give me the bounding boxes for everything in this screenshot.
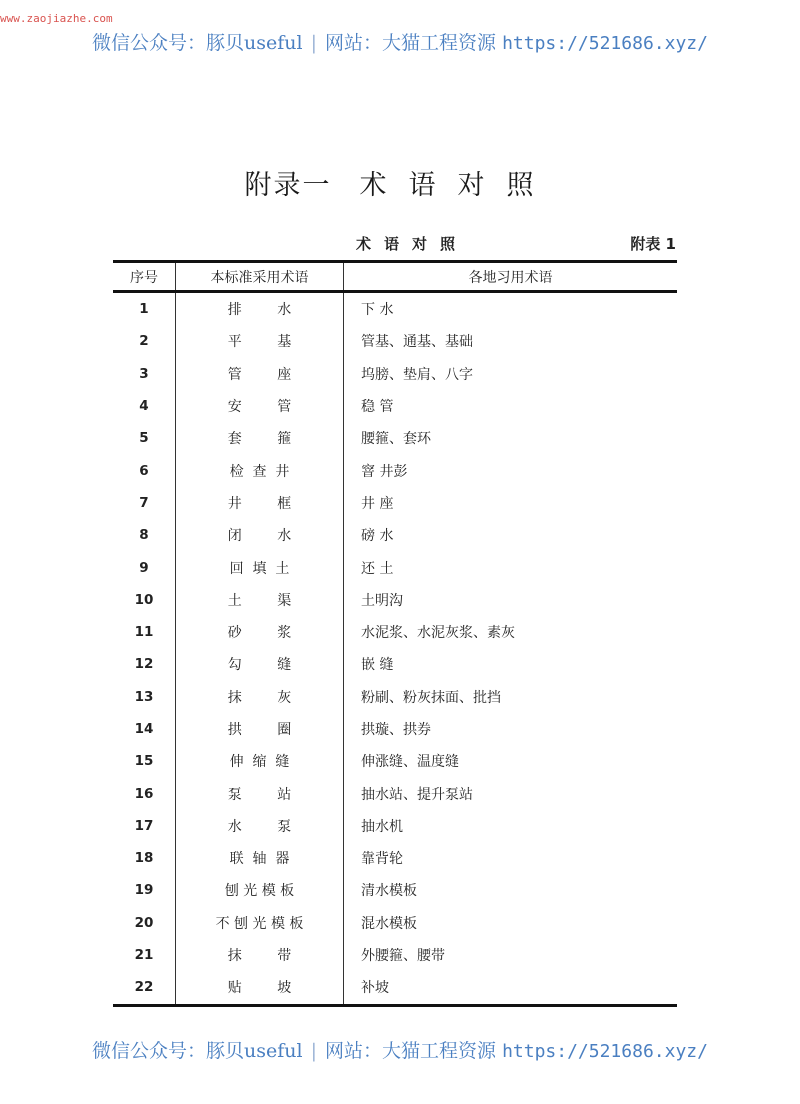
- table-row: [113, 519, 677, 551]
- standard-term-cell: [176, 713, 344, 745]
- row-number: 22: [134, 979, 154, 996]
- row-number: 13: [134, 688, 154, 705]
- page-title: [0, 163, 800, 202]
- header-standard-term: 本标准采用术语: [176, 262, 344, 292]
- row-number: 11: [134, 624, 154, 641]
- standard-term-cell: [176, 907, 344, 939]
- standard-term: 抹 灰: [227, 689, 292, 706]
- row-number: 10: [134, 591, 154, 608]
- standard-term: 水 泵: [227, 818, 292, 835]
- row-number: 3: [139, 365, 149, 382]
- standard-term-cell: [176, 422, 344, 454]
- table-row: [113, 810, 677, 842]
- banner-wechat: 微信公众号：豚贝useful: [92, 32, 303, 54]
- row-number: 14: [134, 721, 154, 737]
- local-term: 清水模板: [361, 883, 417, 900]
- standard-term-cell: [176, 745, 344, 777]
- standard-term: 土 渠: [227, 592, 292, 609]
- table-row: [113, 616, 677, 648]
- standard-term-cell: [176, 777, 344, 809]
- row-number: 12: [134, 656, 154, 673]
- local-term: 磅 水: [361, 528, 394, 545]
- table-row: [113, 681, 677, 713]
- local-term: 伸涨缝、温度缝: [361, 754, 459, 771]
- standard-term-cell: [176, 487, 344, 519]
- local-term: 还 土: [361, 560, 394, 577]
- standard-term: 套 箍: [227, 431, 292, 448]
- standard-term-cell: [176, 325, 344, 357]
- banner-url[interactable]: https://521686.xyz/: [502, 1041, 708, 1062]
- watermark-site-url: www.zaojiazhe.com: [0, 12, 113, 25]
- table-row: [113, 648, 677, 680]
- standard-term-cell: [176, 551, 344, 583]
- standard-term: 管 座: [227, 366, 292, 383]
- table-row: [113, 551, 677, 583]
- table-row: [113, 358, 677, 390]
- local-term: 土明沟: [361, 592, 403, 609]
- standard-term-cell: [176, 584, 344, 616]
- table-row: [113, 292, 677, 326]
- local-term: 下 水: [361, 302, 394, 319]
- standard-term: 井 框: [227, 495, 292, 512]
- standard-term: 拱 圈: [227, 722, 292, 738]
- row-number: 2: [139, 333, 149, 350]
- local-term: 坞膀、垫肩、八字: [361, 366, 473, 383]
- standard-term-cell: [176, 616, 344, 648]
- standard-term: 检 查 井: [229, 463, 290, 480]
- table-row: [113, 874, 677, 906]
- row-number: 21: [134, 947, 154, 964]
- standard-term: 刨 光 模 板: [224, 883, 295, 900]
- terms-table: [113, 260, 677, 1007]
- local-term: 腰箍、套环: [361, 431, 431, 448]
- row-number: 15: [134, 753, 154, 770]
- standard-term-cell: [176, 810, 344, 842]
- standard-term-cell: [176, 454, 344, 486]
- banner-wechat: 微信公众号：豚贝useful: [92, 1040, 303, 1062]
- row-number: 16: [134, 785, 154, 802]
- table-row: [113, 487, 677, 519]
- local-term: 井 座: [361, 495, 394, 512]
- local-term: 补坡: [361, 980, 389, 997]
- watermark-banner-bottom: [0, 1036, 800, 1063]
- local-term: 外腰箍、腰带: [361, 948, 445, 965]
- local-term: 抽水站、提升泵站: [361, 786, 473, 803]
- standard-term: 勾 缝: [227, 657, 292, 674]
- table-row: [113, 713, 677, 745]
- table-caption-number: 附表 1: [630, 235, 676, 253]
- banner-separator: |: [310, 32, 317, 54]
- local-term: 水泥浆、水泥灰浆、素灰: [361, 625, 515, 642]
- standard-term: 伸 缩 缝: [229, 754, 290, 771]
- standard-term: 安 管: [227, 399, 292, 416]
- standard-term-cell: [176, 358, 344, 390]
- table-row: [113, 325, 677, 357]
- standard-term-cell: [176, 874, 344, 906]
- standard-term-cell: [176, 519, 344, 551]
- local-term: 嵌 缝: [361, 657, 394, 674]
- standard-term: 回 填 土: [229, 560, 290, 577]
- row-number: 20: [134, 914, 154, 931]
- standard-term: 联 轴 器: [229, 851, 290, 868]
- page-title-text: 术语对照: [359, 170, 556, 201]
- local-term: 粉刷、粉灰抹面、批挡: [361, 689, 501, 706]
- table-caption: [113, 233, 676, 253]
- table-row: [113, 907, 677, 939]
- local-term: 混水模板: [361, 915, 417, 932]
- local-term: 窨 井彭: [361, 463, 408, 480]
- row-number: 19: [134, 882, 154, 899]
- standard-term-cell: [176, 390, 344, 422]
- standard-term-cell: [176, 292, 344, 326]
- standard-term-cell: [176, 971, 344, 1005]
- standard-term: 泵 站: [227, 786, 292, 803]
- row-number: 5: [139, 430, 149, 447]
- banner-site-label: 网站：大猫工程资源: [325, 1040, 497, 1062]
- page-title-prefix: 附录一: [244, 170, 332, 201]
- row-number: 1: [139, 301, 149, 318]
- table-caption-title: 术语对照: [356, 235, 469, 253]
- row-number: 18: [134, 850, 154, 867]
- standard-term-cell: [176, 648, 344, 680]
- table-row: [113, 777, 677, 809]
- header-local-term: 各地习用术语: [468, 269, 553, 286]
- header-no: 序号: [130, 269, 158, 286]
- standard-term: 抹 带: [227, 948, 292, 965]
- standard-term-cell: [176, 681, 344, 713]
- table-row: [113, 745, 677, 777]
- table-row: [113, 390, 677, 422]
- table-row: [113, 454, 677, 486]
- table-row: [113, 971, 677, 1005]
- table-row: [113, 422, 677, 454]
- standard-term-cell: [176, 939, 344, 971]
- table-row: [113, 939, 677, 971]
- standard-term: 砂 浆: [227, 625, 292, 642]
- table-row: [113, 842, 677, 874]
- local-term: 稳 管: [361, 399, 394, 416]
- table-row: [113, 584, 677, 616]
- banner-site-label: 网站：大猫工程资源: [325, 32, 497, 54]
- local-term: 靠背轮: [361, 851, 403, 868]
- standard-term: 不 刨 光 模 板: [215, 915, 304, 932]
- row-number: 7: [139, 494, 149, 511]
- local-term: 拱璇、拱券: [361, 722, 431, 738]
- standard-term-cell: [176, 842, 344, 874]
- row-number: 6: [139, 462, 149, 479]
- standard-term: 平 基: [227, 334, 292, 351]
- banner-url[interactable]: https://521686.xyz/: [502, 33, 708, 54]
- row-number: 17: [134, 817, 154, 834]
- row-number: 4: [139, 398, 149, 415]
- standard-term: 贴 坡: [227, 980, 292, 997]
- standard-term: 闭 水: [227, 528, 292, 545]
- banner-separator: |: [310, 1040, 317, 1062]
- local-term: 管基、通基、基础: [361, 334, 473, 351]
- local-term: 抽水机: [361, 818, 403, 835]
- standard-term: 排 水: [227, 302, 292, 319]
- row-number: 8: [139, 527, 149, 544]
- watermark-banner-top: [0, 28, 800, 55]
- table-header-row: [113, 262, 677, 292]
- row-number: 9: [139, 559, 149, 576]
